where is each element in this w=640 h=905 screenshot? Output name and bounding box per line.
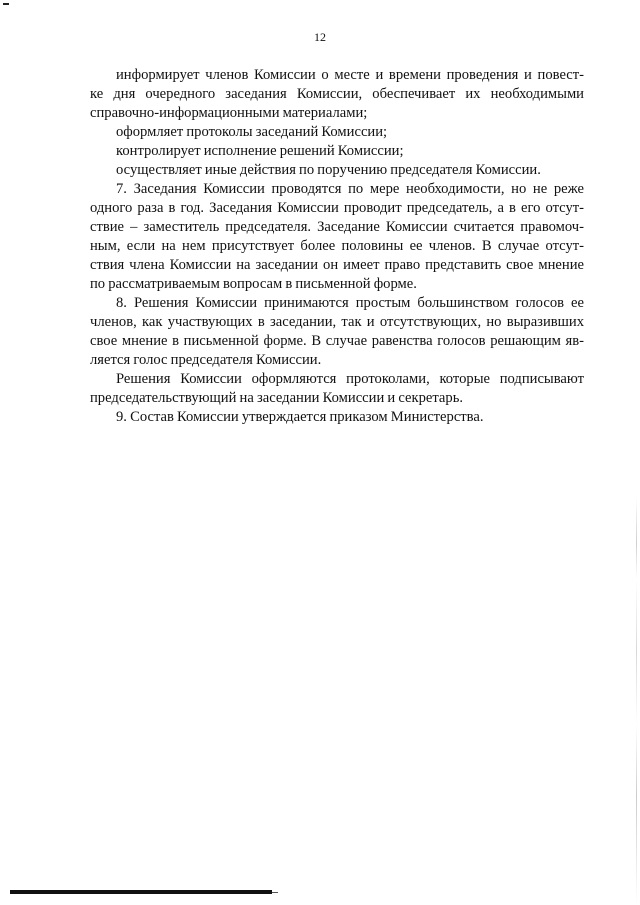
scan-edge-shadow [636, 0, 637, 905]
document-body [90, 66, 584, 427]
text-line: информирует членов Комиссии о месте и времени проведения и повест- [116, 67, 584, 83]
text-line: оформляет протоколы заседаний Комиссии; [116, 124, 388, 140]
text-line: 9. Состав Комиссии утверждается приказом Министерства. [116, 409, 484, 425]
bottom-scan-rule-tail [272, 892, 278, 893]
text-line: ствия члена Комиссии на заседании он имеет право представить свое мнение [90, 257, 584, 273]
text-line: ствие – заместитель председателя. Заседание Комиссии считается правомоч- [90, 219, 584, 235]
page-number: 12 [314, 30, 326, 44]
text-line: справочно-информационными материалами; [90, 105, 368, 121]
text-line: членов, как участвующих в заседании, так и отсутствующих, но выразивших [90, 314, 584, 330]
text-line: 8. Решения Комиссии принимаются простым большинством голосов ее [116, 295, 584, 311]
text-line: 7. Заседания Комиссии проводятся по мере необходимости, но не реже [116, 181, 584, 197]
text-line: одного раза в год. Заседания Комиссии проводит председатель, а в его отсут- [90, 200, 584, 216]
text-line: контролирует исполнение решений Комиссии; [116, 143, 404, 159]
text-line: ным, если на нем присутствует более половины ее членов. В случае отсут- [90, 238, 584, 254]
text-line: осуществляет иные действия по поручению председателя Комиссии. [116, 162, 541, 178]
bottom-scan-rule [10, 890, 272, 894]
scan-corner-mark [3, 3, 9, 5]
text-line: по рассматриваемым вопросам в письменной форме. [90, 276, 417, 292]
text-line: свое мнение в письменной форме. В случае равенства голосов решающим яв- [90, 333, 584, 349]
text-line: председательствующий на заседании Комиссии и секретарь. [90, 390, 464, 406]
text-line: ляется голос председателя Комиссии. [90, 352, 322, 368]
text-line: ке дня очередного заседания Комиссии, обеспечивает их необходимыми [90, 86, 584, 102]
text-line: Решения Комиссии оформляются протоколами, которые подписывают [116, 371, 584, 387]
